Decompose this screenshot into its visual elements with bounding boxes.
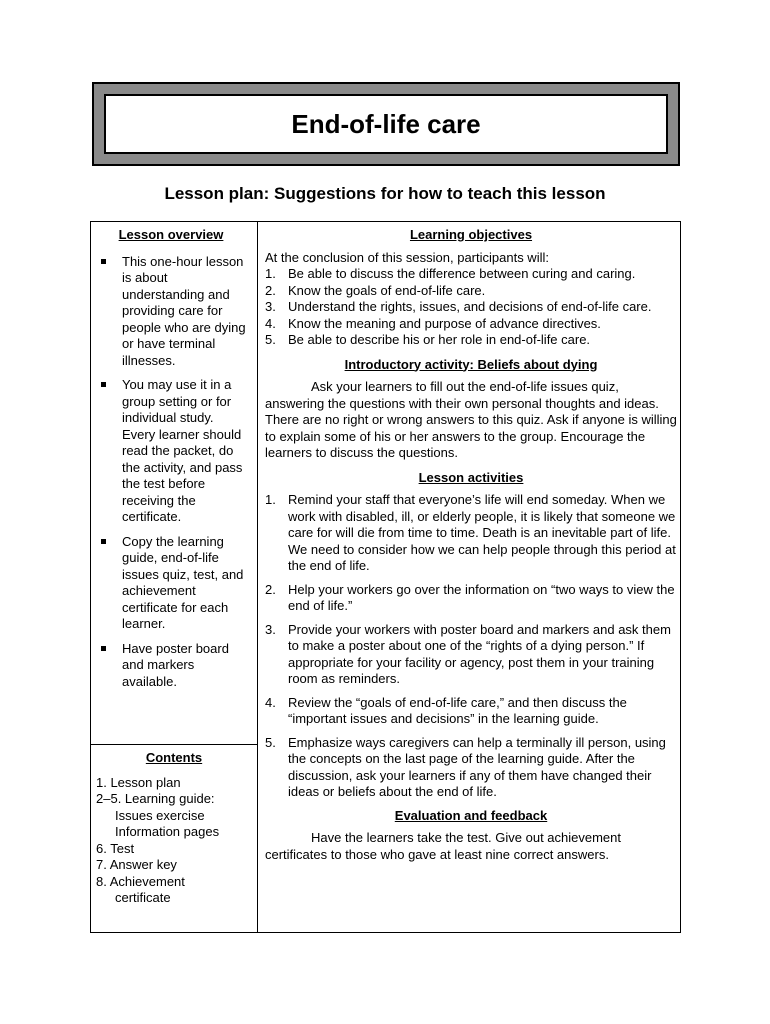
bullet-square-icon — [101, 259, 106, 264]
list-item: 7. Answer key — [96, 857, 177, 872]
list-item — [265, 622, 677, 688]
list-item — [265, 695, 677, 728]
spacer — [265, 462, 677, 470]
spacer — [265, 349, 677, 357]
contents-list — [96, 775, 252, 907]
item-number: 5. — [265, 734, 276, 750]
list-item: Information pages — [115, 824, 220, 839]
list-item — [265, 299, 677, 316]
intro-activity-heading: Introductory activity: Beliefs about dying — [344, 356, 598, 372]
right-column — [265, 227, 677, 863]
bullet-square-icon — [101, 646, 106, 651]
list-item: 2–5. Learning guide: — [96, 791, 215, 806]
bullet-square-icon — [101, 382, 106, 387]
learning-objectives-heading: Learning objectives — [409, 227, 533, 242]
item-text: Know the goals of end-of-life care. — [288, 282, 486, 298]
lesson-activities-heading: Lesson activities — [418, 469, 524, 485]
list-item — [265, 735, 677, 801]
lesson-overview — [96, 227, 246, 698]
item-text: Be able to describe his or her role in end-of-life care. — [288, 332, 591, 347]
item-text: Review the “goals of end-of-life care,” and then discuss the “important issues and decisions” in the learning guide. — [288, 694, 627, 726]
evaluation-text: Have the learners take the test. Give out achievement certificates to those who gave at least nine correct answers. — [265, 830, 622, 862]
objectives-intro: At the conclusion of this session, participants will: — [265, 249, 549, 265]
list-item — [96, 254, 246, 370]
list-item — [265, 283, 677, 300]
bullet-square-icon — [101, 539, 106, 544]
page-subtitle: Lesson plan: Suggestions for how to teach this lesson — [164, 184, 606, 203]
list-item — [265, 492, 677, 575]
item-number: 1. — [265, 492, 276, 507]
objectives-list — [265, 266, 677, 349]
overview-list — [96, 254, 246, 691]
contents-heading: Contents — [145, 750, 203, 765]
item-text: Know the meaning and purpose of advance directives. — [288, 315, 601, 331]
item-text: Help your workers go over the information on “two ways to view the end of life.” — [288, 581, 675, 613]
page-title: End-of-life care — [291, 108, 481, 139]
list-item: 8. Achievement — [96, 873, 185, 889]
item-text: Remind your staff that everyone’s life will end someday. When we work with disabled, ill, or elderly people, it is likely that someone we care for will die from time to time. Death is an inevitable part of life. We need to consider how we can help people through this period at the end of life. — [288, 492, 676, 573]
lesson-overview-heading: Lesson overview — [118, 227, 224, 242]
overview-bullet-text: Copy the learning guide, end-of-life issues quiz, test, and achievement certificate for each learner. — [122, 533, 244, 631]
list-item: 1. Lesson plan — [96, 774, 181, 790]
overview-bullet-text: You may use it in a group setting or for individual study. Every learner should read the packet, do the activity, and pass the test before receiving the certificate. — [122, 377, 243, 524]
contents-section — [96, 750, 252, 907]
list-item — [96, 534, 246, 633]
list-item — [96, 641, 246, 691]
list-item: Issues exercise — [115, 807, 205, 823]
overview-bullet-text: Have poster board and markers available. — [122, 640, 229, 689]
item-number: 3. — [265, 299, 276, 314]
item-number: 1. — [265, 266, 276, 281]
list-item — [265, 266, 677, 283]
item-number: 5. — [265, 332, 276, 347]
overview-bullet-text: This one-hour lesson is about understanding and providing care for people who are dying or have terminal illnesses. — [122, 253, 246, 368]
item-text: Emphasize ways caregivers can help a terminally ill person, using the concepts on the last page of the learning guide. After the discussion, ask your learners if any of them have changed their ideas or beliefs about the end of life. — [288, 734, 666, 799]
list-item — [96, 377, 246, 526]
list-item — [265, 582, 677, 615]
item-number: 3. — [265, 621, 276, 637]
contents-divider — [90, 744, 258, 745]
list-item — [265, 316, 677, 333]
item-number: 2. — [265, 581, 276, 597]
item-text: Provide your workers with poster board and markers and ask them to make a poster about one of the “rights of a dying person.” If appropriate for your facility or agency, post them in your training room as reminders. — [288, 621, 671, 686]
evaluation-heading: Evaluation and feedback — [394, 807, 548, 823]
item-number: 2. — [265, 282, 276, 298]
title-box — [104, 94, 668, 154]
list-item: 6. Test — [96, 840, 135, 856]
activities-list — [265, 492, 677, 801]
item-text: Understand the rights, issues, and decisions of end-of-life care. — [288, 299, 652, 314]
item-number: 4. — [265, 315, 276, 331]
title-frame — [92, 82, 680, 166]
item-number: 4. — [265, 694, 276, 710]
item-text: Be able to discuss the difference between curing and caring. — [288, 266, 636, 281]
list-item — [265, 332, 677, 349]
intro-activity-text: Ask your learners to fill out the end-of-life issues quiz, answering the questions with their own personal thoughts and ideas. There are no right or wrong answers to this quiz. Ask if anyone is willing to explain some of his or her answers to the group. Encourage the learners to discuss the questions. — [265, 379, 677, 460]
list-item: certificate — [115, 890, 171, 905]
